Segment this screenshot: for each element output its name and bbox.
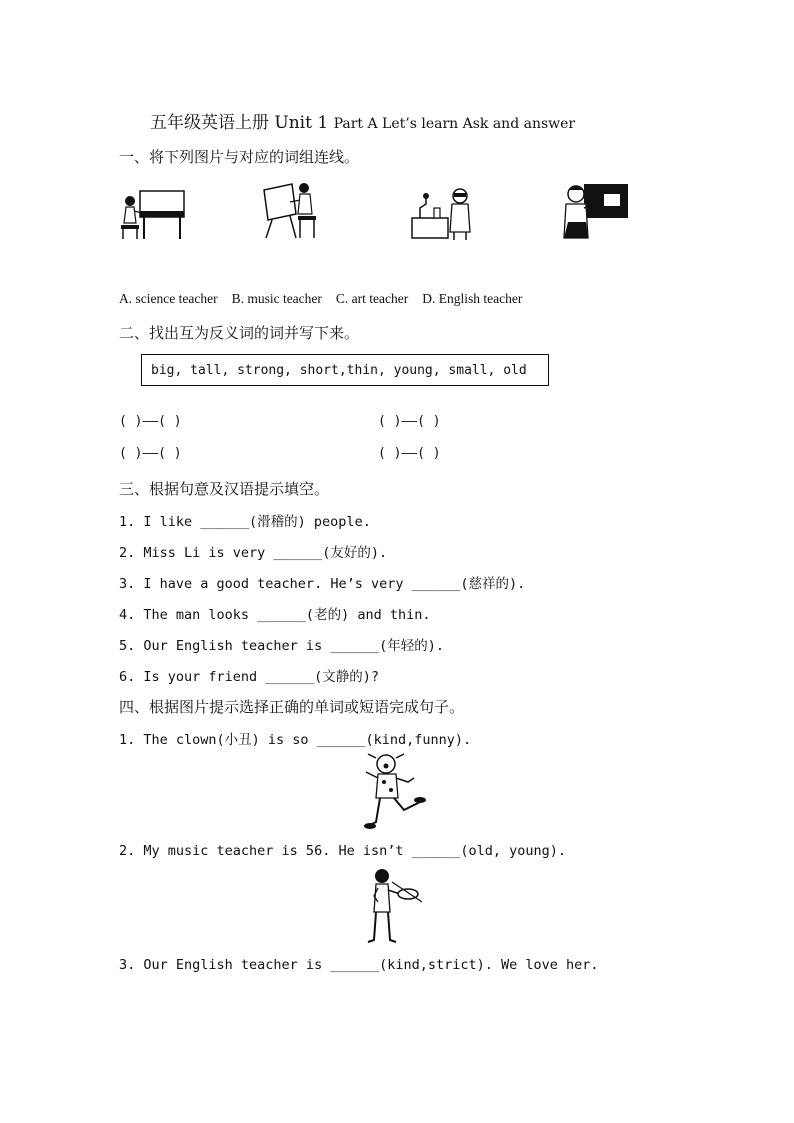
page-title: 五年级英语上册 Unit 1 Part A Let’s learn Ask and answer [150,113,576,133]
option-d: D. English teacher [422,291,523,306]
antonym-blank-3[interactable]: ( )——( ) [119,446,182,461]
option-a: A. science teacher [119,291,218,306]
choice-item-1: 1. The clown(小丑) is so ______(kind,funny). [119,732,472,748]
antonym-blank-2[interactable]: ( )——( ) [378,414,441,429]
scientist-lab-icon [410,184,476,242]
antonym-blank-1[interactable]: ( )——( ) [119,414,182,429]
artist-easel-icon [258,180,324,242]
violinist-icon [366,866,426,946]
section1-heading: 一、将下列图片与对应的词组连线。 [119,148,360,166]
word-bank-box [141,354,549,386]
option-b: B. music teacher [231,291,322,306]
fill-item-5: 5. Our English teacher is ______(年轻的). [119,638,444,654]
piano-player-icon [118,181,188,243]
section2-heading: 二、找出互为反义词的词并写下来。 [119,324,360,342]
choice-item-3: 3. Our English teacher is ______(kind,strict). We love her. [119,957,599,973]
fill-item-6: 6. Is your friend ______(文静的)? [119,669,379,685]
teacher-blackboard-icon [562,180,632,242]
choice-item-2: 2. My music teacher is 56. He isn’t ______(old, young). [119,843,567,859]
section3-heading: 三、根据句意及汉语提示填空。 [119,480,330,498]
fill-item-2: 2. Miss Li is very ______(友好的). [119,545,388,561]
fill-item-4: 4. The man looks ______(老的) and thin. [119,607,431,623]
section4-heading: 四、根据图片提示选择正确的单词或短语完成句子。 [119,698,465,716]
clown-icon [364,752,428,832]
antonym-blank-4[interactable]: ( )——( ) [378,446,441,461]
fill-item-1: 1. I like ______(滑稽的) people. [119,514,371,530]
option-c: C. art teacher [335,291,409,306]
word-bank: big, tall, strong, short,thin, young, small, old [151,363,527,378]
fill-item-3: 3. I have a good teacher. He’s very ______(慈祥的). [119,576,526,592]
option-list [119,291,536,307]
